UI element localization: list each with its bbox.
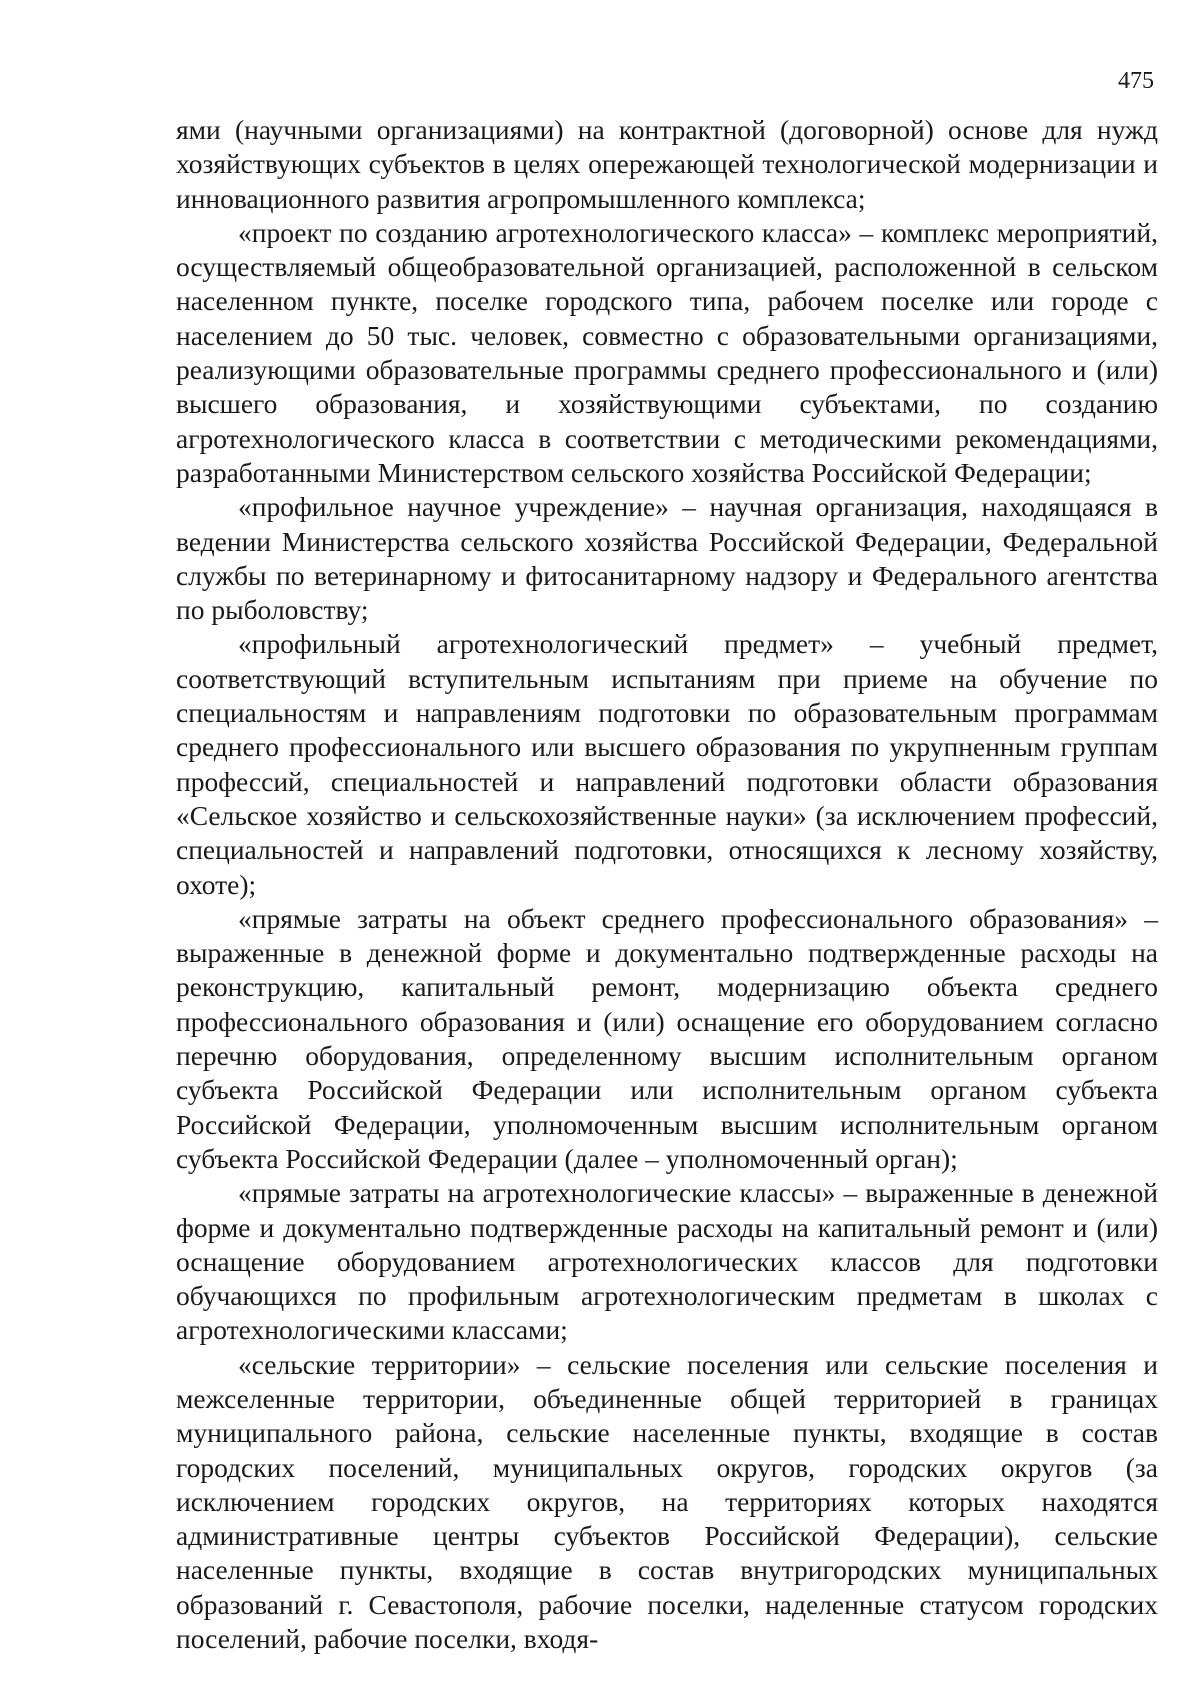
paragraph-direct-costs-spo: «прямые затраты на объект среднего профессионального образования» – выраженные в денежной форме и документально подтвержденные расходы на реконструкцию, капитальный ремонт, модернизацию объекта среднего профессионального образования и (или) оснащение его оборудованием согласно перечню оборудования, определенному высшим исполнительным органом субъекта Российской Федерации или исполнительным органом субъекта Российской Федерации, уполномоченным высшим исполнительным органом субъекта Российской Федерации (далее – уполномоченный орган); xyxy=(176,902,1158,1174)
paragraph-profile-scientific-institution: «профильное научное учреждение» – научная организация, находящаяся в ведении Министерства сельского хозяйства Российской Федерации, Федеральной службы по ветеринарному и фитосанитарному надзору и Федерального агентства по рыболовству; xyxy=(176,491,1158,626)
page-number: 475 xyxy=(1118,68,1154,94)
paragraph-rural-territories: «сельские территории» – сельские поселения или сельские поселения и межселенные территории, объединенные общей территорией в границах муниципального района, сельские населенные пункты, входящие в состав городских поселений, муниципальных округов, городских округов (за исключением городских округов, на территориях которых находятся административные центры субъектов Российской Федерации), сельские населенные пункты, входящие в состав внутригородских муниципальных образований г. Севастополя, рабочие поселки, наделенные статусом городских поселений, рабочие поселки, входя- xyxy=(176,1348,1158,1655)
document-body xyxy=(176,113,1158,1656)
paragraph-agrotech-class-project: «проект по созданию агротехнологического класса» – комплекс мероприятий, осуществляемый общеобразовательной организацией, расположенной в сельском населенном пункте, поселке городского типа, рабочем поселке или городе с населением до 50 тыс. человек, совместно с образовательными организациями, реализующими образовательные программы среднего профессионального и (или) высшего образования, и хозяйствующими субъектами, по созданию агротехнологического класса в соответствии с методическими рекомендациями, разработанными Министерством сельского хозяйства Российской Федерации; xyxy=(176,216,1158,488)
paragraph-direct-costs-agrotech-classes: «прямые затраты на агротехнологические классы» – выраженные в денежной форме и документально подтвержденные расходы на капитальный ремонт и (или) оснащение оборудованием агротехнологических классов для подготовки обучающихся по профильным агротехнологическим предметам в школах с агротехнологическими классами; xyxy=(176,1177,1158,1346)
paragraph-continuation: ями (научными организациями) на контрактной (договорной) основе для нужд хозяйствующих субъектов в целях опережающей технологической модернизации и инновационного развития агропромышленного комплекса; xyxy=(176,114,1158,214)
paragraph-profile-agrotech-subject: «профильный агротехнологический предмет» – учебный предмет, соответствующий вступительным испытаниям при приеме на обучение по специальностям и направлениям подготовки по образовательным программам среднего профессионального или высшего образования по укрупненным группам профессий, специальностей и направлений подготовки области образования «Сельское хозяйство и сельскохозяйственные науки» (за исключением профессий, специальностей и направлений подготовки, относящихся к лесному хозяйству, охоте); xyxy=(176,628,1158,900)
